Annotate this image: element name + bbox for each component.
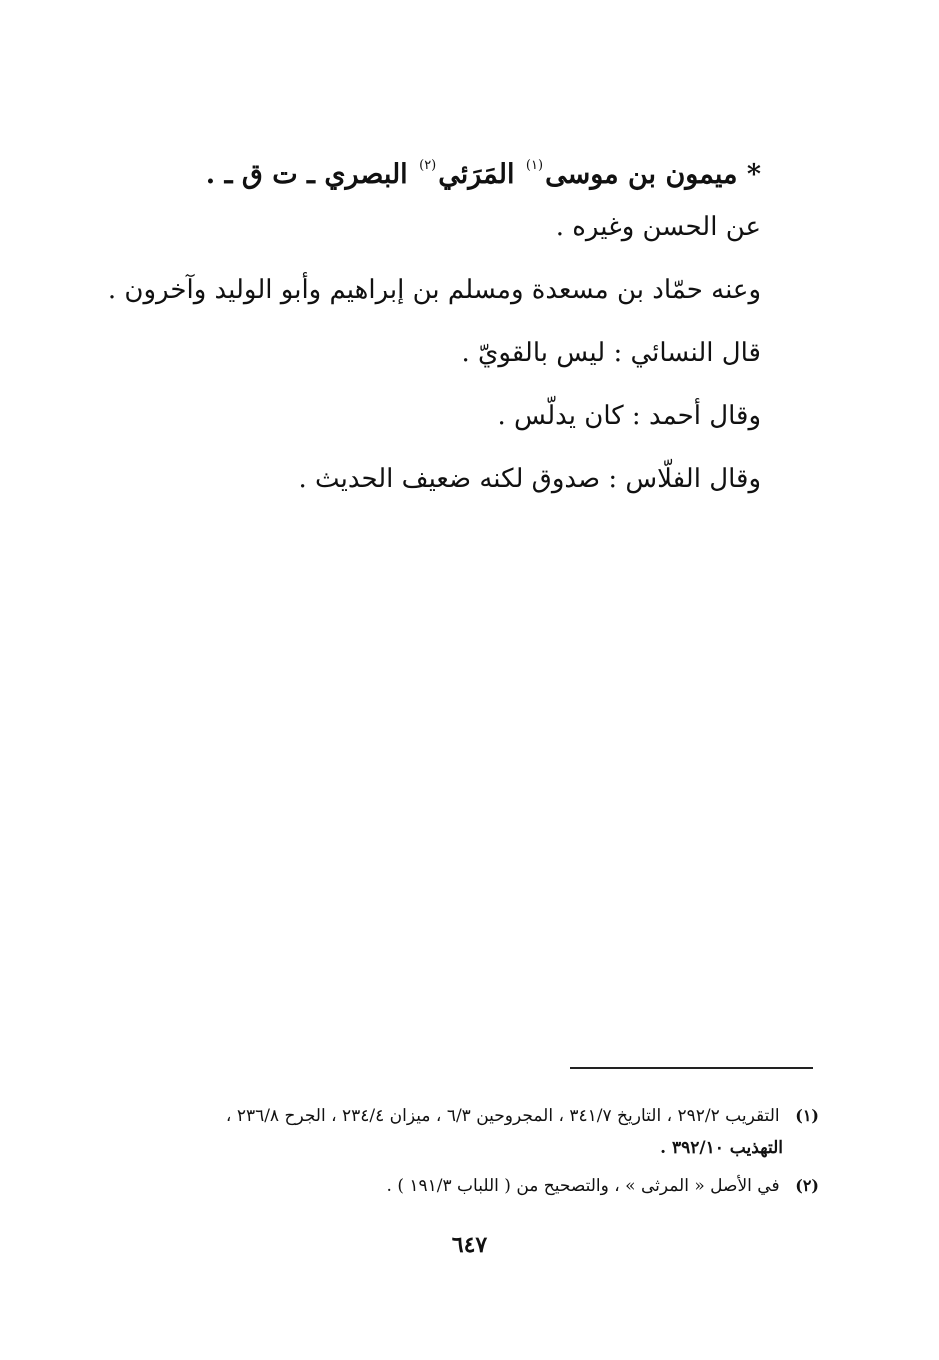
body-line-ahmad: وقال أحمد : كان يدلّس . [497, 401, 761, 431]
footnote-ref-2: (٢) [419, 158, 437, 173]
page-number: ٦٤٧ [451, 1232, 488, 1258]
body-line-fallas: وقال الفلّاس : صدوق لكنه ضعيف الحديث . [298, 464, 761, 494]
entry-name-part1: ميمون بن موسى [545, 159, 738, 190]
footnote-1-number: (١) [795, 1106, 819, 1125]
entry-marker: * [746, 159, 761, 190]
entry-heading [206, 146, 761, 195]
body-line-nasai: قال النسائي : ليس بالقويّ . [461, 338, 761, 368]
footnote-1-text-line2: التهذيب ٣٩٢/١٠ . [660, 1138, 783, 1158]
footnote-1 [120, 1100, 819, 1164]
entry-name-part2: البصري ـ ت ق ـ . [205, 159, 408, 190]
entry-nisba: المَرَئي [438, 159, 515, 190]
footnote-2-number: (٢) [795, 1176, 819, 1195]
footnote-2 [120, 1170, 819, 1202]
footnote-1-text-line1: التقريب ٢٩٢/٢ ، التاريخ ٣٤١/٧ ، المجروحين ٦/٣ ، ميزان ٢٣٤/٤ ، الجرح ٢٣٦/٨ ، [225, 1106, 780, 1126]
footnote-separator [570, 1067, 813, 1069]
body-line-teachers: عن الحسن وغيره . [555, 212, 761, 242]
body-line-students: وعنه حمّاد بن مسعدة ومسلم بن إبراهيم وأبو الوليد وآخرون . [107, 275, 761, 305]
footnote-2-text: في الأصل « المرثى » ، والتصحيح من ( اللباب ١٩١/٣ ) . [386, 1176, 780, 1196]
footnote-ref-1: (١) [525, 158, 544, 173]
